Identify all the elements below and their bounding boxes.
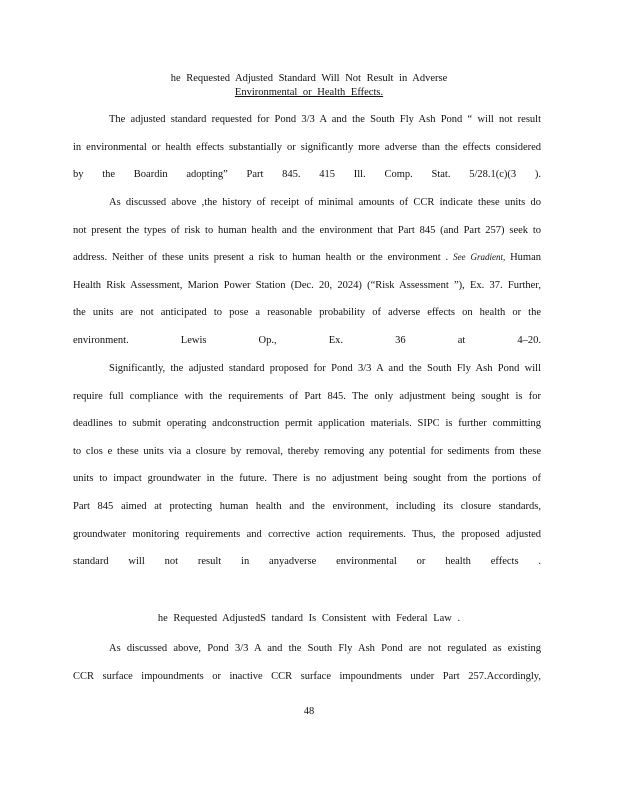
line: adverse effects on health or the environment. Lewis Op., Ex. 36 at 4–20. bbox=[73, 307, 541, 346]
heading-line-1: he Requested AdjustedS tandard Is Consistent with Federal Law . bbox=[157, 613, 461, 624]
line: is for deadlines to submit operating andconstruction permit application materials. SIPC is further bbox=[73, 390, 541, 430]
paragraph-text bbox=[73, 635, 541, 690]
line: CCR surface impoundments or inactive CCR surface impoundments under Part 257.Accordingly, bbox=[73, 670, 541, 682]
line: Human Health Risk Assessment, Marion Power Station (Dec. 20, 2024) (“Risk bbox=[73, 252, 542, 291]
page-number: 48 bbox=[303, 706, 315, 717]
heading-line-1: he Requested Adjusted Standard Will Not Result in Adverse bbox=[170, 73, 448, 84]
line: considered by the Boardin adopting” Part 845. 415 Ill. Comp. Stat. 5/28.1(c)(3 ). bbox=[73, 141, 542, 181]
line: committing to clos e these units via a closure by removal, thereby removing any potential for bbox=[73, 418, 541, 457]
citation-signal: See bbox=[453, 252, 466, 263]
paragraph-text bbox=[73, 355, 541, 576]
paragraph-4 bbox=[73, 635, 541, 690]
paragraph-text bbox=[73, 106, 541, 189]
line: The adjusted standard requested for Pond 3/3 A and the South Fly Ash Pond “ will not result bbox=[109, 114, 541, 125]
line: As discussed above, Pond 3/3 A and the South Fly Ash Pond are not regulated as existing bbox=[109, 643, 541, 654]
line: do not present the types of risk to human health and the environment that Part 845 (and Part 257) bbox=[73, 197, 541, 236]
line: requirements. Thus, the proposed adjusted standard will not result in anyadverse environmental bbox=[73, 528, 542, 568]
citation-source: Gradient, bbox=[470, 252, 506, 263]
paragraph-2 bbox=[73, 189, 541, 355]
paragraph-3 bbox=[73, 355, 541, 576]
line: Assessment ”), Ex. 37. Further, the units are not anticipated to pose a reasonable probability of bbox=[73, 279, 541, 319]
line: Significantly, the adjusted standard proposed for Pond 3/3 A and the South Fly Ash Pond bbox=[109, 363, 520, 374]
line: As discussed above ,the history of receipt of minimal amounts of CCR indicate these units bbox=[109, 197, 526, 208]
section-heading-adverse-effects bbox=[0, 72, 618, 100]
line: in environmental or health effects substantially or significantly more adverse than the effects bbox=[73, 141, 491, 153]
line: will require full compliance with the requirements of Part 845. The only adjustment being sought bbox=[73, 363, 542, 402]
line: seek to address. Neither of these units present a risk to human health or the environment . bbox=[73, 224, 542, 264]
line: sediments from these units to impact groundwater in the future. There is no adjustment being bbox=[73, 445, 542, 485]
line: or health effects . bbox=[416, 556, 541, 568]
line: including its closure standards, groundwater monitoring requirements and corrective action bbox=[73, 500, 542, 540]
paragraph-1 bbox=[73, 106, 541, 189]
line: sought from the portions of Part 845 aimed at protecting human health and the environment, bbox=[73, 473, 541, 512]
paragraph-text bbox=[73, 189, 541, 355]
section-heading-federal-law bbox=[0, 612, 618, 626]
heading-line-2: Environmental or Health Effects. bbox=[234, 87, 384, 98]
